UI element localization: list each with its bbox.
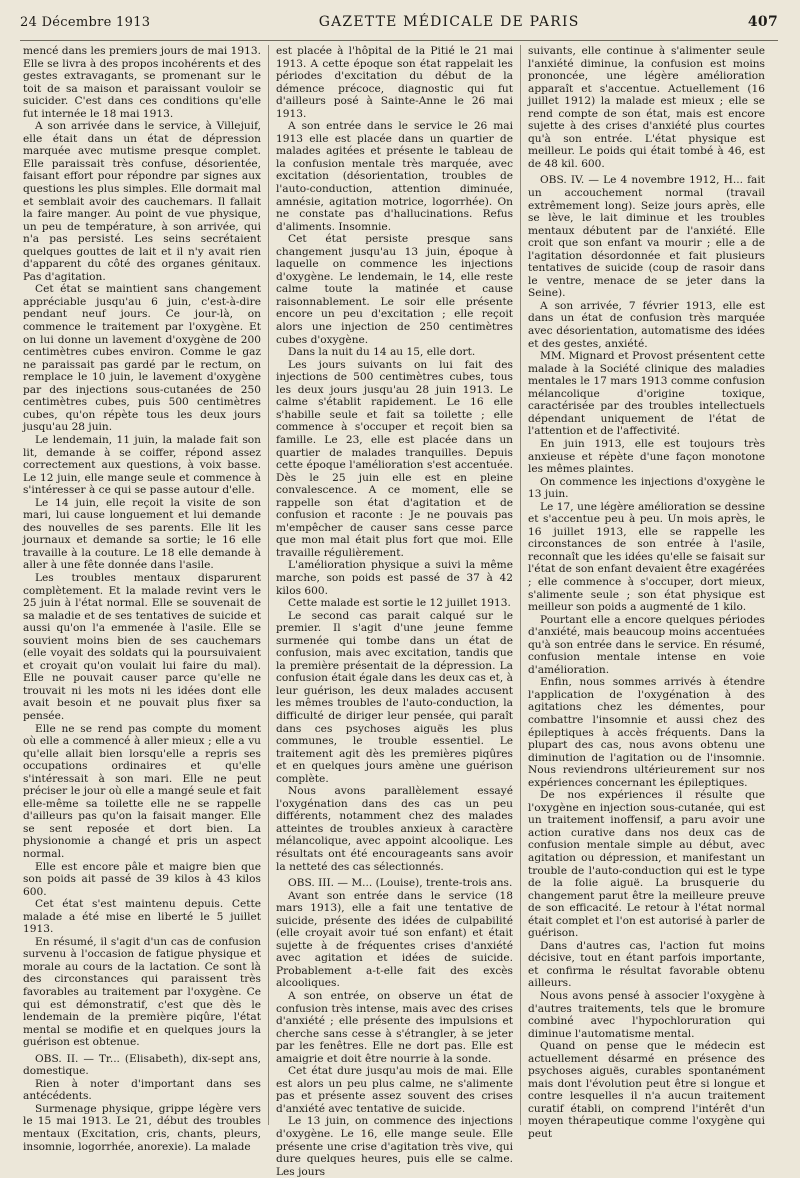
paragraph: A son arrivée dans le service, à Villejuif, elle était dans un état de dépression marquée avec mutisme presque complet. Elle paraissait très confuse, désorientée, faisant effort pour répondre par signes aux questions les plus simples. Elle dormait mal et semblait avoir des cauchemars. Il fallait la faire manger. Au point de vue physique, un peu de température, à son arrivée, qui n'a pas persisté. Les seins secrétaient quelques gouttes de lait et il n'y avait rien d'apparent du côté des organes génitaux. Pas d'agitation.	[23, 120, 261, 283]
paragraph: est placée à l'hôpital de la Pitié le 21 mai 1913. A cette époque son état rappelait les périodes d'excitation du début de la démence précoce, diagnostic qui fut d'ailleurs posé à Sainte-Anne le 26 mai 1913.	[276, 45, 513, 120]
paragraph: mencé dans les premiers jours de mai 1913. Elle se livra à des propos incohérents et des gestes extravagants, se promenant sur le toit de sa maison et paraissant vouloir se suicider. C'est dans ces conditions qu'elle fut internée le 18 mai 1913.	[23, 45, 261, 120]
paragraph: Le 13 juin, on commence des injections d'oxygène. Le 16, elle mange seule. Elle présente une crise d'agitation très vive, qui dure quelques heures, puis elle se calme. Les jours	[276, 1115, 513, 1178]
paragraph: Rien à noter d'important dans ses antécédents.	[23, 1077, 261, 1103]
paragraph: Cet état se maintient sans changement appréciable jusqu'au 6 juin, c'est-à-dire pendant neuf jours. Ce jour-là, on commence le traitement par l'oxygène. Et on lui donne un lavement d'oxygène de 200 centimètres cubes environ. Comme le gaz ne paraissait pas gardé par le rectum, on remplace le 10 juin, le lavement d'oxygène par des injections sous-cutanées de 250 centimètres cubes, puis 500 centimètres cubes, qu'on répète tous les deux jours jusqu'au 28 juin.	[23, 283, 261, 434]
paragraph: Le 14 juin, elle reçoit la visite de son mari, lui cause longuement et lui demande des nouvelles de ses parents. Elle lit les journaux et demande sa sortie; le 16 elle travaille à la couture. Le 18 elle demande à aller à une fête donnée dans l'asile.	[23, 496, 261, 572]
paragraph: On commence les injections d'oxygène le 13 juin.	[528, 475, 765, 501]
paragraph: Avant son entrée dans le service (18 mars 1913), elle a fait une tentative de suicide, présente des idées de culpabilité (elle croyait avoir tué son enfant) et était sujette à de fréquentes crises d'anxiété avec agitation et idées de suicide. Probablement a-t-elle fait des excès alcooliques.	[276, 889, 513, 990]
paragraph: Enfin, nous sommes arrivés à étendre l'application de l'oxygénation à des agitations chez les démentes, pour combattre l'insomnie et aussi chez des épileptiques à accès fréquents. Dans la plupart des cas, nous avons obtenu une diminution de l'agitation ou de l'insomnie. Nous reviendrons ultérieurement sur nos expériences concernant les épileptiques.	[528, 676, 765, 789]
paragraph: A son arrivée, 7 février 1913, elle est dans un état de confusion très marquée avec désorientation, automatisme des idées et des gestes, anxiété.	[528, 299, 765, 350]
column-left	[16, 45, 268, 1153]
paragraph: L'amélioration physique a suivi la même marche, son poids est passé de 37 à 42 kilos 600.	[276, 559, 513, 597]
paragraph: Le 17, une légère amélioration se dessine et s'accentue peu à peu. Un mois après, le 16 juillet 1913, elle se rappelle les circonstances de son entrée à l'asile, reconnaît que les idées qu'elle se faisait sur l'état de son enfant devaient être exagérées ; elle commence à s'occuper, dort mieux, s'alimente seule ; son état physique est meilleur son poids a augmenté de 1 kilo.	[528, 500, 765, 614]
journal-title: GAZETTE MÉDICALE DE PARIS	[318, 14, 580, 30]
paragraph: Cet état s'est maintenu depuis. Cette malade a été mise en liberté le 5 juillet 1913.	[23, 898, 261, 936]
paragraph: Surmenage physique, grippe légère vers le 15 mai 1913. Le 21, début des troubles mentaux (Excitation, cris, chants, pleurs, insomnie, logorrhée, anorexie). La malade	[23, 1102, 261, 1153]
paragraph: Cette malade est sortie le 12 juillet 1913.	[288, 597, 511, 610]
paragraph: Quand on pense que le médecin est actuellement désarmé en présence des psychoses aiguës, curables spontanément mais dont l'évolution peut être si longue et contre lesquelles il n'a aucun traitement curatif établi, on comprend l'intérêt d'un moyen thérapeutique comme l'oxygène qui peut	[528, 1040, 765, 1141]
page-number: 407	[747, 14, 778, 30]
paragraph: Cet état dure jusqu'au mois de mai. Elle est alors un peu plus calme, ne s'alimente pas et présente assez souvent des crises d'anxiété avec tentative de suicide.	[276, 1065, 513, 1115]
text-columns	[16, 45, 786, 1178]
paragraph: MM. Mignard et Provost présentent cette malade à la Société clinique des maladies mentales le 17 mars 1913 comme confusion mélancolique d'origine toxique, caractérisée par des troubles intellectuels dépendant uniquement de l'état de l'attention et de l'affectivité.	[528, 350, 765, 438]
running-header	[20, 14, 778, 41]
column-right	[520, 45, 772, 1141]
paragraph: A son entrée dans le service le 26 mai 1913 elle est placée dans un quartier de malades agitées et présente le tableau de la confusion mentale très marquée, avec excitation (désorientation, troubles de l'auto-conduction, attention diminuée, amnésie, agitation motrice, logorrhée). On ne constate pas d'hallucinations. Refus d'aliments. Insomnie.	[276, 120, 513, 233]
observation-heading-paragraph: OBS. II. — Tr... (Elisabeth), dix-sept ans, domestique.	[23, 1052, 261, 1078]
column-middle	[268, 45, 520, 1178]
observation-heading-paragraph: OBS. IV. — Le 4 novembre 1912, H... fait un accouchement normal (travail extrêmement long). Seize jours après, elle se lève, le lait diminue et les troubles mentaux débutent par de l'anxiété. Elle croit que son enfant va mourir ; elle a de l'agitation désordonnée et fait plusieurs tentatives de suicide (coup de rasoir dans le ventre, menace de se jeter dans la Seine).	[528, 174, 765, 300]
paragraph: Cet état persiste presque sans changement jusqu'au 13 juin, époque à laquelle on commence les injections d'oxygène. Le lendemain, le 14, elle reste calme toute la matinée et cause raisonnablement. Le soir elle présente encore un peu d'excitation ; elle reçoit alors une injection de 250 centimètres cubes d'oxygène.	[276, 233, 513, 346]
paragraph: De nos expériences il résulte que l'oxygène en injection sous-cutanée, qui est un traitement inoffensif, a paru avoir une action curative dans nos deux cas de confusion mentale simple au début, avec agitation ou dépression, et manifestant un trouble de l'auto-conduction qui est le type de la folie aiguë. La brusquerie du changement parut être la meilleure preuve de son efficacité. Le retour à l'état normal était complet et l'on est autorisé à parler de guérison.	[528, 789, 765, 940]
paragraph: Le second cas parait calqué sur le premier. Il s'agit d'une jeune femme surmenée qui tombe dans un état de confusion, mais avec excitation, tandis que la première présentait de la dépression. La confusion était égale dans les deux cas et, à leur guérison, les deux malades accusent les mêmes troubles de l'auto-conduction, la difficulté de diriger leur pensée, qui paraît dans ces psychoses aiguës les plus communes, le trouble essentiel. Le traitement agit dès les premières piqûres et en quelques jours amène une guérison complète.	[276, 609, 513, 785]
paragraph: Elle est encore pâle et maigre bien que son poids ait passé de 39 kilos à 43 kilos 600.	[23, 860, 261, 898]
paragraph: En résumé, il s'agit d'un cas de confusion survenu à l'occasion de fatigue physique et morale au cours de la lactation. Ce sont là des circonstances qui paraissent très favorables au traitement par l'oxygène. Ce qui est démonstratif, c'est que dès le lendemain de la première piqûre, l'état mental se modifie et en quelques jours la guérison est obtenue.	[23, 935, 261, 1049]
paragraph: Nous avons pensé à associer l'oxygène à d'autres traitements, tels que le bromure combiné avec l'hypochloruration qui diminue l'automatisme mental.	[528, 990, 765, 1040]
paragraph: Dans la nuit du 14 au 15, elle dort.	[288, 346, 476, 359]
paragraph: Elle ne se rend pas compte du moment où elle a commencé à aller mieux ; elle a vu qu'elle allait bien lorsqu'elle a repris ses occupations ordinaires et qu'elle s'intéressait à son mari. Elle ne peut préciser le jour où elle a mangé seule et fait elle-même sa toilette elle ne se rappelle d'ailleurs pas qu'on la faisait manger. Elle se sent reposée et dort bien. La physionomie a changé et pris un aspect normal.	[23, 722, 261, 860]
paragraph: suivants, elle continue à s'alimenter seule l'anxiété diminue, la confusion est moins prononcée, une légère amélioration apparaît et s'accentue. Actuellement (16 juillet 1912) la malade est mieux ; elle se rend compte de son état, mais est encore sujette à des crises d'anxiété plus courtes qu'à son entrée. L'état physique est meilleur. Le poids qui était tombé à 46, est de 48 kil. 600.	[528, 45, 765, 170]
observation-heading-paragraph: OBS. III. — M... (Louise), trente-trois ans.	[288, 877, 513, 890]
paragraph: Les jours suivants on lui fait des injections de 500 centimètres cubes, tous les deux jours jusqu'au 28 juin 1913. Le calme s'établit rapidement. Le 16 elle s'habille seule et fait sa toilette ; elle commence à s'occuper et reçoit bien sa famille. Le 23, elle est placée dans un quartier de malades tranquilles. Depuis cette époque l'amélioration s'est accentuée. Dès le 25 juin elle est en pleine convalescence. A ce moment, elle se rappelle son état d'agitation et de confusion et raconte : Je ne pouvais pas m'empêcher de causer sans cesse parce que mon mal était plus fort que moi. Elle travaille régulièrement.	[276, 358, 513, 559]
paragraph: En juin 1913, elle est toujours très anxieuse et répète d'une façon monotone les mêmes plaintes.	[528, 437, 765, 476]
paragraph: Le lendemain, 11 juin, la malade fait son lit, demande à se coiffer, répond assez correctement aux questions, à voix basse. Le 12 juin, elle mange seule et commence à s'intéresser à ce qui se passe autour d'elle.	[23, 433, 261, 497]
paragraph: Pourtant elle a encore quelques périodes d'anxiété, mais beaucoup moins accentuées qu'à son entrée dans le service. En résumé, confusion mentale intense en voie d'amélioration.	[528, 613, 765, 676]
paragraph: Les troubles mentaux disparurent complètement. Et la malade revint vers le 25 juin à l'état normal. Elle se souvenait de sa maladie et de ses tentatives de suicide et aussi qu'on l'a emmenée à l'asile. Elle se souvient moins bien de ses cauchemars (elle voyait des soldats qui la poursuivaient et croyait qu'on voulait lui faire du mal). Elle ne pouvait causer parce qu'elle ne trouvait ni les mots ni les idées dont elle avait besoin et ne pouvait plus fixer sa pensée.	[23, 571, 261, 722]
header-date: 24 Décembre 1913	[20, 15, 151, 30]
paragraph: Dans d'autres cas, l'action fut moins décisive, tout en étant parfois importante, et confirma le résultat favorable obtenu ailleurs.	[528, 939, 765, 990]
paragraph: A son entrée, on observe un état de confusion très intense, mais avec des crises d'anxiété ; elle présente des impulsions et cherche sans cesse à s'étrangler, à se jeter par les fenêtres. Elle ne dort pas. Elle est amaigrie et doit être nourrie à la sonde.	[276, 990, 513, 1065]
paragraph: Nous avons parallèlement essayé l'oxygénation dans des cas un peu différents, notamment chez des malades atteintes de troubles anxieux à caractère mélancolique, avec appoint alcoolique. Les résultats ont été encourageants sans avoir la netteté des cas sélectionnés.	[276, 785, 513, 873]
